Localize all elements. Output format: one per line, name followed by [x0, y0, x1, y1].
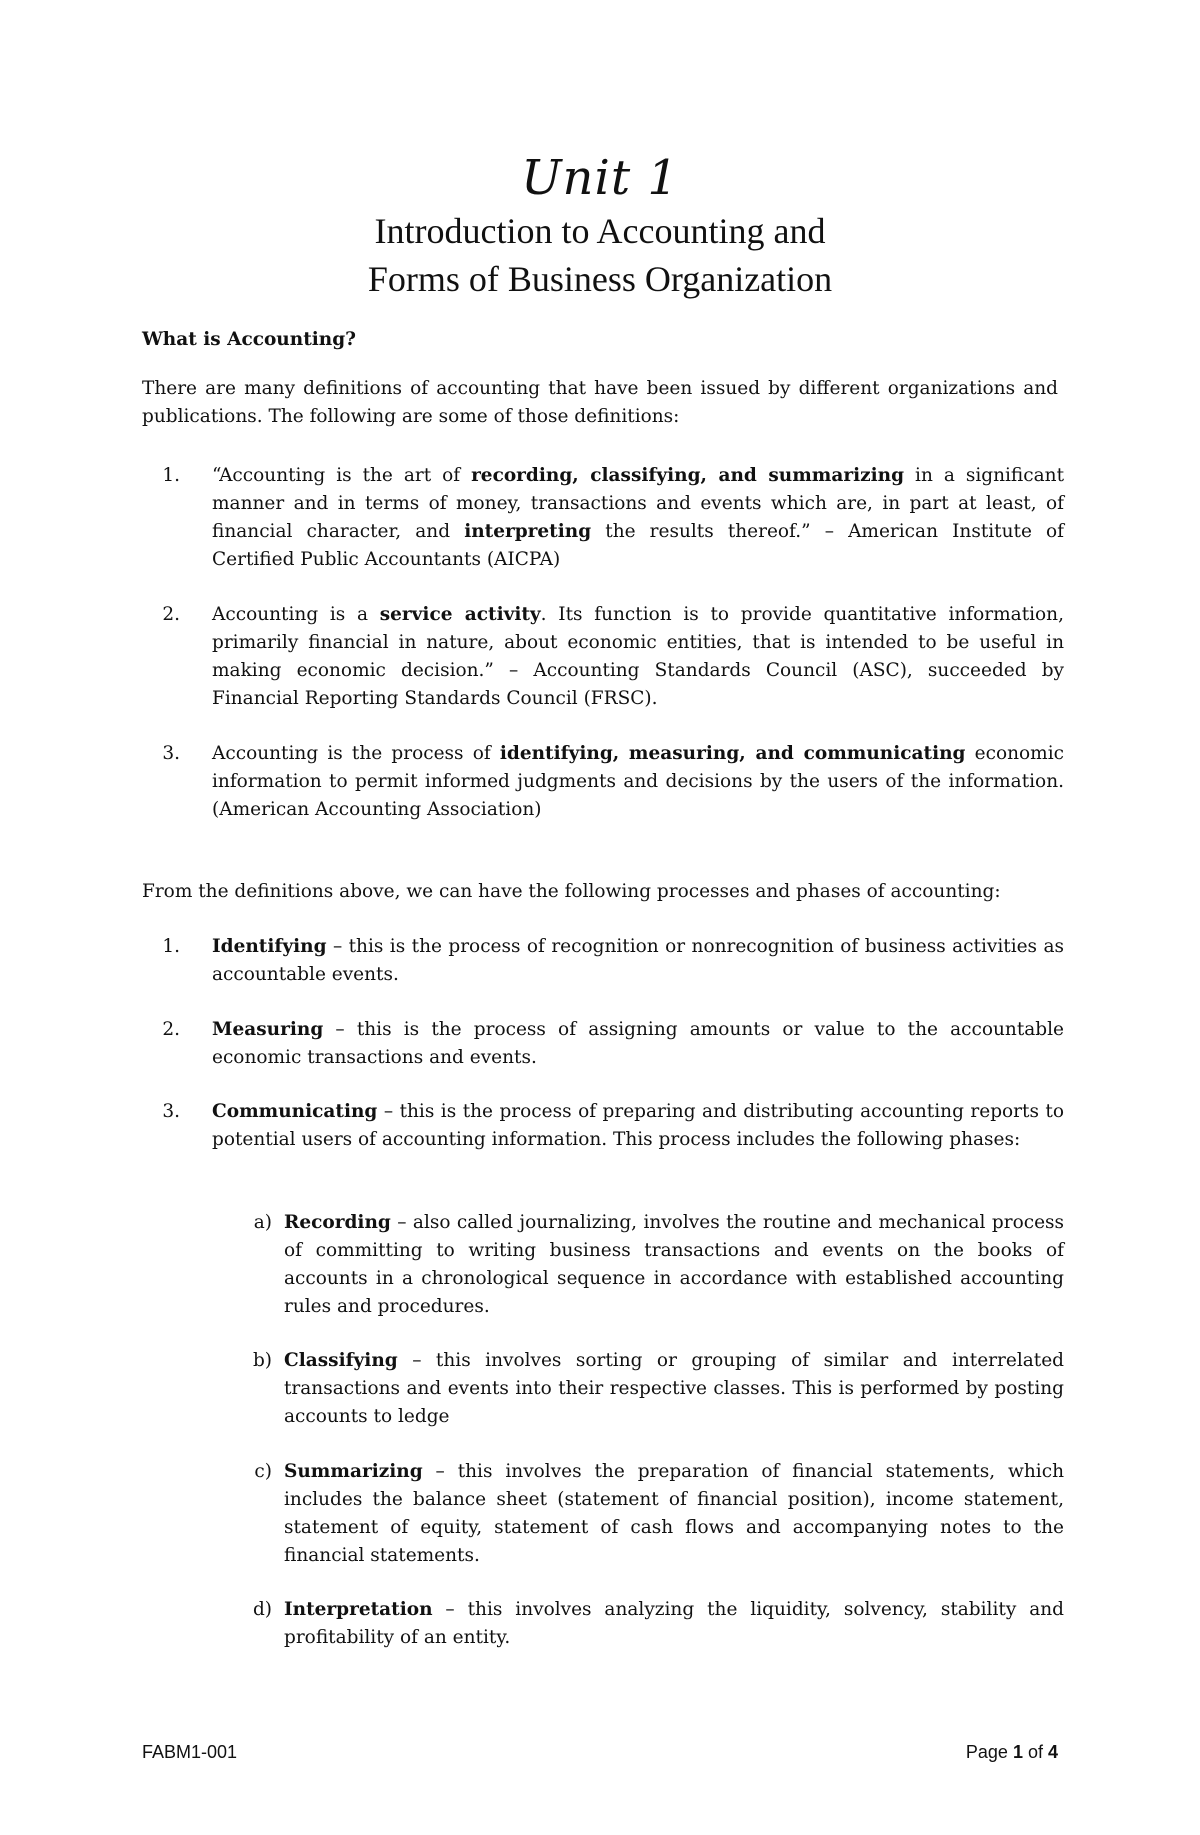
- phase-text: [284, 1347, 1064, 1431]
- phase-text: [284, 1458, 1064, 1570]
- title-line-2: Forms of Business Organization: [367, 259, 833, 299]
- process-term: Communicating: [212, 1101, 378, 1122]
- definition-text-part: the results thereof.” – American Institute of Certified Public Accountants (AICPA): [212, 521, 1065, 570]
- definition-text: [212, 462, 1064, 574]
- definition-text-part: economic information to permit informed judgments and decisions by the users of the information. (American Accounting Association): [212, 743, 1064, 820]
- unit-label: Unit 1: [521, 150, 679, 206]
- phase-description: – this involves the preparation of financial statements, which includes the balance sheet (statement of financial position), income statement, statement of equity, statement of cash flows and accompanying notes to the financial statements.: [284, 1461, 1064, 1566]
- document-code: FABM1-001: [142, 1742, 238, 1762]
- definition-emphasis: recording, classifying, and summarizing: [471, 465, 905, 486]
- phase-text: [284, 1596, 1064, 1652]
- phase-letter: d): [252, 1599, 272, 1620]
- phase-text: [284, 1209, 1064, 1321]
- page-word: Page: [965, 1742, 1013, 1762]
- definition-number: 1.: [162, 465, 180, 486]
- definition-text-part: Accounting is a: [212, 604, 380, 625]
- phase-term: Summarizing: [284, 1461, 423, 1482]
- definition-number: 3.: [162, 743, 180, 764]
- process-text: [212, 933, 1064, 989]
- definition-text-part: “Accounting is the art of: [212, 465, 472, 486]
- phase-description: – this involves analyzing the liquidity, solvency, stability and profitability of an entity.: [284, 1599, 1064, 1648]
- title-line-1: Introduction to Accounting and: [374, 211, 826, 251]
- definition-text: [212, 740, 1064, 824]
- process-description: – this is the process of recognition or nonrecognition of business activities as accountable events.: [212, 936, 1064, 985]
- definition-text-part: . Its function is to provide quantitative information, primarily financial in nature, about economic entities, that is intended to be useful in making economic decision.” – Accounting Standards Council (ASC), succeeded by Financial Reporting Standards Council (FRSC).: [212, 604, 1064, 709]
- page-of: of: [1022, 1742, 1048, 1762]
- phase-letter: b): [252, 1350, 272, 1371]
- process-description: – this is the process of assigning amounts or value to the accountable economic transactions and events.: [212, 1019, 1064, 1068]
- page-number: [966, 1740, 1058, 1764]
- definition-emphasis: service activity: [379, 604, 541, 625]
- page-total: 4: [1047, 1742, 1058, 1762]
- phase-term: Interpretation: [284, 1599, 433, 1620]
- process-term: Identifying: [212, 936, 327, 957]
- definition-emphasis: identifying, measuring, and communicating: [499, 743, 966, 764]
- phase-letter: c): [254, 1461, 272, 1482]
- process-number: 2.: [162, 1019, 180, 1040]
- process-number: 3.: [162, 1101, 180, 1122]
- definition-text-part: in a significant manner and in terms of money, transactions and events which are, in part at least, of financial character, and: [212, 465, 1065, 542]
- process-term: Measuring: [212, 1019, 324, 1040]
- phase-letter: a): [253, 1212, 272, 1233]
- definition-emphasis: interpreting: [464, 521, 592, 542]
- phase-description: – also called journalizing, involves the routine and mechanical process of committing to writing business transactions and events on the books of accounts in a chronological sequence in accordance with established accounting rules and procedures.: [284, 1212, 1064, 1317]
- phase-term: Recording: [284, 1212, 391, 1233]
- process-text: [212, 1016, 1064, 1072]
- page-current: 1: [1012, 1742, 1023, 1762]
- page-title: [0, 207, 1200, 303]
- phase-description: – this involves sorting or grouping of similar and interrelated transactions and events into their respective classes. This is performed by posting accounts to ledge: [284, 1350, 1064, 1427]
- process-number: 1.: [162, 936, 180, 957]
- process-text: [212, 1098, 1064, 1154]
- processes-intro: From the definitions above, we can have the following processes and phases of accounting:: [142, 881, 1001, 902]
- intro-paragraph: There are many definitions of accounting that have been issued by different organizations and publications. The following are some of those definitions:: [142, 378, 1058, 427]
- definition-text: [212, 601, 1064, 713]
- process-description: – this is the process of preparing and distributing accounting reports to potential users of accounting information. This process includes the following phases:: [212, 1101, 1064, 1150]
- definition-text-part: Accounting is the process of: [212, 743, 500, 764]
- section-heading: What is Accounting?: [142, 329, 357, 350]
- phase-term: Classifying: [284, 1350, 398, 1371]
- definition-number: 2.: [162, 604, 180, 625]
